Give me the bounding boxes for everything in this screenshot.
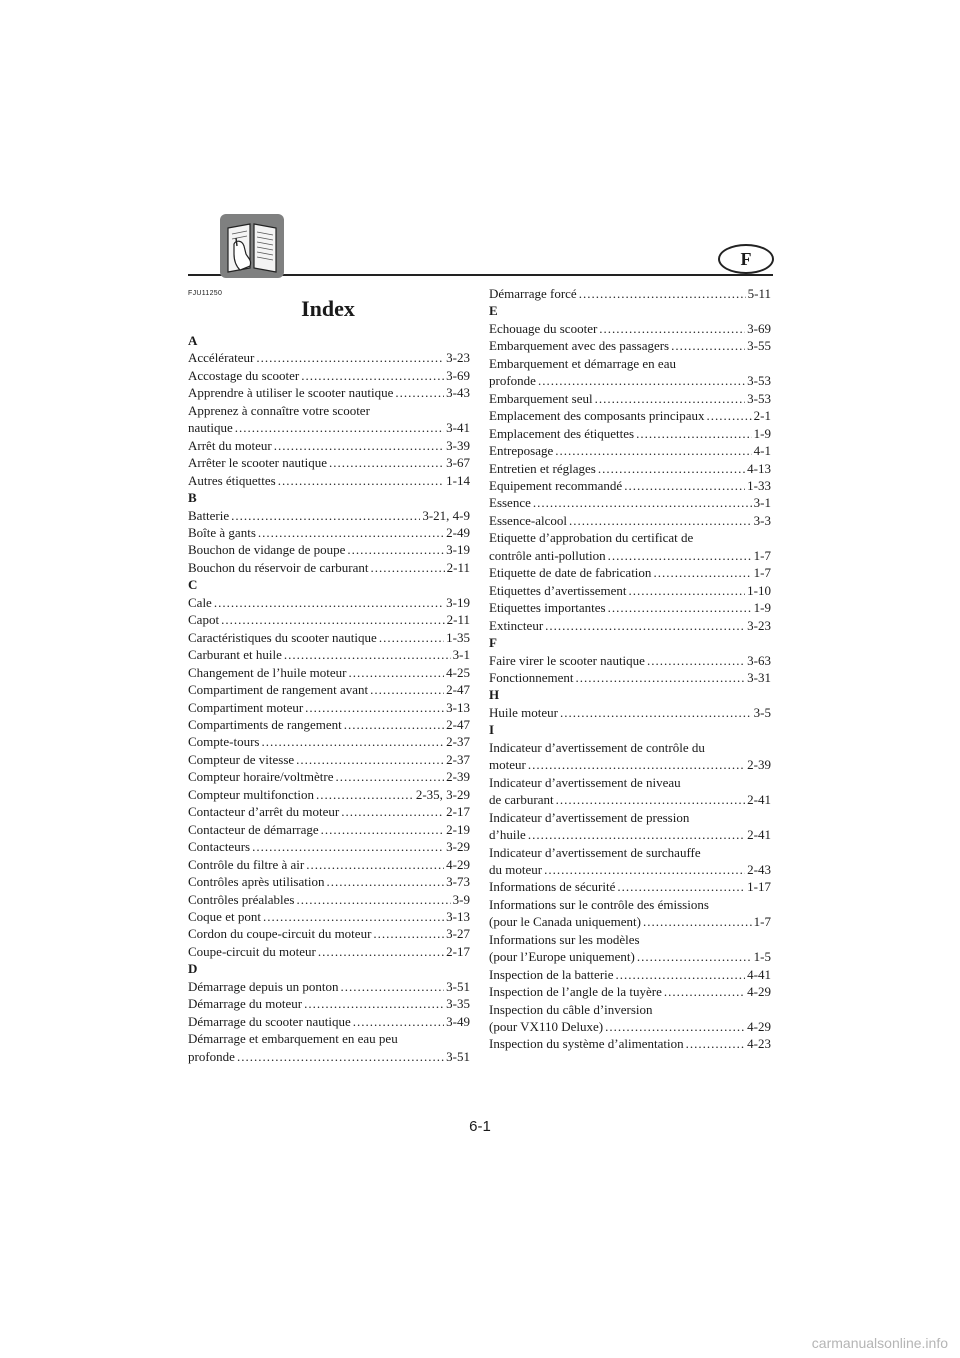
index-entry-title: Démarrage du moteur <box>188 996 303 1012</box>
index-entry <box>489 477 771 494</box>
index-entry-line: Indicateur d’avertissement de surchauffe <box>489 844 701 860</box>
index-entry-title: Accélérateur <box>188 350 255 366</box>
index-entry <box>489 913 771 930</box>
dot-leader <box>629 582 746 599</box>
index-entry <box>489 372 771 389</box>
index-letter-heading: F <box>489 635 497 651</box>
index-entry-title: Contacteurs <box>188 839 251 855</box>
index-entry-title: Apprendre à utiliser le scooter nautique <box>188 385 394 401</box>
index-entry-page: 3-1 <box>452 647 470 663</box>
dot-leader <box>231 507 420 524</box>
index-entry-page: 3-69 <box>446 367 470 383</box>
index-entry <box>489 442 771 459</box>
index-entry-page: 3-51 <box>446 1048 470 1064</box>
watermark: carmanualsonline.info <box>811 1335 948 1351</box>
index-entry-page: 2-47 <box>446 716 470 732</box>
index-letter-heading: D <box>188 961 198 977</box>
index-entry-page: 2-41 <box>747 827 771 843</box>
index-entry <box>188 978 470 995</box>
index-entry-title: Etiquettes importantes <box>489 600 606 616</box>
dot-leader <box>555 442 751 459</box>
dot-leader <box>344 716 444 733</box>
dot-leader <box>395 384 444 401</box>
index-entry <box>188 507 470 524</box>
dot-leader <box>347 541 444 558</box>
index-entry-line: Apprenez à connaître votre scooter <box>188 402 370 418</box>
dot-leader <box>278 472 444 489</box>
dot-leader <box>598 460 745 477</box>
index-entry-title: Compartiment de rangement avant <box>188 682 369 698</box>
index-entry <box>188 873 470 890</box>
dot-leader <box>664 983 745 1000</box>
index-entry-title: Inspection de l’angle de la tuyère <box>489 984 662 1000</box>
index-entry-title: Contrôles après utilisation <box>188 874 325 890</box>
index-entry <box>489 948 771 965</box>
dot-leader <box>263 908 444 925</box>
index-entry-page: 4-29 <box>747 984 771 1000</box>
dot-leader <box>326 873 444 890</box>
index-entry-title: Contrôles préalables <box>188 891 295 907</box>
index-entry-title: (pour le Canada uniquement) <box>489 914 641 930</box>
index-entry <box>188 646 470 663</box>
dot-leader <box>371 559 445 576</box>
index-entry-title: Fonctionnement <box>489 669 574 685</box>
index-entry-line: Indicateur d’avertissement de niveau <box>489 774 681 790</box>
dot-leader <box>636 425 752 442</box>
index-entry <box>489 425 771 442</box>
index-entry <box>188 541 470 558</box>
dot-leader <box>576 669 746 686</box>
index-entry-page: 3-13 <box>446 908 470 924</box>
index-entry <box>188 559 470 576</box>
index-entry-page: 3-67 <box>446 455 470 471</box>
dot-leader <box>214 594 444 611</box>
index-entry-page: 4-25 <box>446 664 470 680</box>
dot-leader <box>595 390 746 407</box>
dot-leader <box>686 1035 746 1052</box>
index-entry-page: 1-33 <box>747 477 771 493</box>
dot-leader <box>335 768 444 785</box>
dot-leader <box>321 821 445 838</box>
index-entry-page: 3-23 <box>446 350 470 366</box>
index-entry <box>188 367 470 384</box>
index-entry-title: Bouchon du réservoir de carburant <box>188 559 369 575</box>
index-entry-page: 3-51 <box>446 978 470 994</box>
index-entry-page: 4-41 <box>747 966 771 982</box>
index-letter-heading: H <box>489 687 500 703</box>
index-entry <box>188 943 470 960</box>
index-entry <box>188 716 470 733</box>
index-entry-page: 2-11 <box>446 559 470 575</box>
dot-leader <box>237 1048 444 1065</box>
index-entry-title: Démarrage du scooter nautique <box>188 1013 351 1029</box>
dot-leader <box>274 437 444 454</box>
index-entry-title: contrôle anti-pollution <box>489 547 606 563</box>
dot-leader <box>306 856 444 873</box>
index-entry-title: Huile moteur <box>489 704 558 720</box>
index-entry <box>188 664 470 681</box>
index-entry <box>188 437 470 454</box>
index-entry <box>489 285 771 302</box>
index-column-right <box>489 285 771 1053</box>
dot-leader <box>373 925 444 942</box>
index-entry-page: 3-55 <box>747 338 771 354</box>
dot-leader <box>653 564 751 581</box>
dot-leader <box>301 367 444 384</box>
index-entry-title: Cordon du coupe-circuit du moteur <box>188 926 372 942</box>
dot-leader <box>341 978 445 995</box>
index-entry <box>489 791 771 808</box>
dot-leader <box>617 878 745 895</box>
index-entry-page: 1-7 <box>753 547 771 563</box>
dot-leader <box>305 699 444 716</box>
index-entry-title: Contacteur d’arrêt du moteur <box>188 804 340 820</box>
index-entry-page: 1-5 <box>753 949 771 965</box>
index-entry-title: (pour l’Europe uniquement) <box>489 949 635 965</box>
index-entry-title: (pour VX110 Deluxe) <box>489 1019 604 1035</box>
dot-leader <box>569 512 752 529</box>
index-entry-page: 3-19 <box>446 542 470 558</box>
dot-leader <box>329 454 444 471</box>
dot-leader <box>370 681 444 698</box>
index-entry-title: Compte-tours <box>188 734 260 750</box>
index-entry-page: 3-53 <box>747 373 771 389</box>
page-number: 6-1 <box>469 1118 491 1135</box>
index-entry-page: 3-35 <box>446 996 470 1012</box>
index-entry-title: Emplacement des composants principaux <box>489 408 705 424</box>
index-entry-title: Entretien et réglages <box>489 460 596 476</box>
dot-leader <box>258 524 444 541</box>
dot-leader <box>256 349 444 366</box>
index-entry-line: Démarrage et embarquement en eau peu <box>188 1031 398 1047</box>
index-entry-page: 2-37 <box>446 734 470 750</box>
dot-leader <box>560 704 752 721</box>
index-entry <box>188 681 470 698</box>
dot-leader <box>221 611 445 628</box>
dot-leader <box>318 943 444 960</box>
manual-book-icon <box>220 214 284 278</box>
index-entry-line: Informations sur le contrôle des émissions <box>489 896 709 912</box>
index-entry-page: 1-9 <box>753 425 771 441</box>
index-entry <box>489 494 771 511</box>
index-entry-page: 1-7 <box>753 565 771 581</box>
index-entry-title: Essence-alcool <box>489 512 567 528</box>
index-entry-page: 2-47 <box>446 682 470 698</box>
index-entry-page: 2-43 <box>747 861 771 877</box>
index-entry-page: 2-1 <box>753 408 771 424</box>
dot-leader <box>643 913 752 930</box>
index-entry-title: Extincteur <box>489 617 544 633</box>
dot-leader <box>579 285 746 302</box>
index-entry <box>489 617 771 634</box>
index-entry <box>489 1035 771 1052</box>
dot-leader <box>353 1013 444 1030</box>
dot-leader <box>284 646 451 663</box>
index-entry <box>489 861 771 878</box>
index-entry <box>188 768 470 785</box>
index-entry-page: 3-3 <box>753 512 771 528</box>
index-entry-title: Echouage du scooter <box>489 320 598 336</box>
index-entry-page: 3-69 <box>747 320 771 336</box>
index-letter-heading: E <box>489 303 498 319</box>
index-entry <box>188 454 470 471</box>
dot-leader <box>348 664 444 681</box>
index-entry-page: 3-31 <box>747 669 771 685</box>
dot-leader <box>605 1018 745 1035</box>
dot-leader <box>528 756 745 773</box>
index-entry-title: Coque et pont <box>188 908 261 924</box>
index-letter-heading: C <box>188 577 198 593</box>
document-code: FJU11250 <box>188 290 223 297</box>
index-entry-page: 3-9 <box>452 891 470 907</box>
index-entry-line: Etiquette d’approbation du certificat de <box>489 530 694 546</box>
index-entry-title: Batterie <box>188 507 230 523</box>
index-entry <box>489 390 771 407</box>
index-entry-page: 1-14 <box>446 472 470 488</box>
index-entry-page: 1-10 <box>747 582 771 598</box>
index-entry-title: Compartiment moteur <box>188 699 304 715</box>
index-entry <box>188 891 470 908</box>
index-entry <box>489 582 771 599</box>
index-letter-heading: A <box>188 333 198 348</box>
index-entry-title: Inspection de la batterie <box>489 966 614 982</box>
index-entry-page: 4-29 <box>446 856 470 872</box>
index-entry-title: Accostage du scooter <box>188 367 300 383</box>
index-entry-page: 1-7 <box>753 914 771 930</box>
index-entry-page: 2-37 <box>446 751 470 767</box>
index-entry-title: d’huile <box>489 827 526 843</box>
index-entry-title: Changement de l’huile moteur <box>188 664 347 680</box>
index-entry <box>188 733 470 750</box>
index-entry-line: Inspection du câble d’inversion <box>489 1001 653 1017</box>
index-entry <box>489 1018 771 1035</box>
index-entry <box>188 472 470 489</box>
index-entry-title: Boîte à gants <box>188 524 256 540</box>
index-entry <box>188 908 470 925</box>
index-entry <box>489 756 771 773</box>
index-entry <box>188 699 470 716</box>
index-entry <box>188 925 470 942</box>
dot-leader <box>262 733 445 750</box>
index-entry-page: 3-5 <box>753 704 771 720</box>
dot-leader <box>616 966 746 983</box>
index-entry <box>489 320 771 337</box>
index-entry-title: Equipement recommandé <box>489 477 623 493</box>
index-entry-page: 4-29 <box>747 1019 771 1035</box>
index-entry-title: Faire virer le scooter nautique <box>489 652 645 668</box>
index-letter-heading: B <box>188 490 197 506</box>
index-entry-page: 3-43 <box>446 385 470 401</box>
dot-leader <box>296 751 444 768</box>
index-entry <box>489 512 771 529</box>
dot-leader <box>544 861 745 878</box>
index-entry <box>489 983 771 1000</box>
index-entry-title: Emplacement des étiquettes <box>489 425 635 441</box>
index-entry <box>188 751 470 768</box>
index-entry-title: Capot <box>188 612 220 628</box>
index-entry-title: Autres étiquettes <box>188 472 276 488</box>
index-entry <box>489 669 771 686</box>
dot-leader <box>316 786 414 803</box>
index-entry-title: nautique <box>188 420 233 436</box>
index-entry-page: 3-19 <box>446 594 470 610</box>
index-entry <box>489 878 771 895</box>
index-entry <box>188 524 470 541</box>
index-entry <box>188 838 470 855</box>
index-entry-title: Informations de sécurité <box>489 879 616 895</box>
index-entry <box>489 599 771 616</box>
dot-leader <box>647 652 745 669</box>
index-entry-title: Caractéristiques du scooter nautique <box>188 629 377 645</box>
index-entry-page: 2-19 <box>446 821 470 837</box>
index-entry-title: moteur <box>489 757 526 773</box>
index-entry <box>489 460 771 477</box>
index-entry-page: 3-73 <box>446 874 470 890</box>
index-entry <box>489 966 771 983</box>
index-entry <box>188 786 470 803</box>
index-entry-title: Compartiments de rangement <box>188 716 342 732</box>
index-entry <box>489 547 771 564</box>
index-entry-title: Contrôle du filtre à air <box>188 856 305 872</box>
index-entry-page: 2-41 <box>747 792 771 808</box>
index-entry <box>188 384 470 401</box>
index-entry <box>188 856 470 873</box>
dot-leader <box>379 629 444 646</box>
dot-leader <box>608 599 752 616</box>
index-entry-title: Compteur de vitesse <box>188 751 295 767</box>
dot-leader <box>235 419 444 436</box>
index-entry-title: Compteur horaire/voltmètre <box>188 769 334 785</box>
index-entry-page: 1-35 <box>446 629 470 645</box>
index-entry-title: Cale <box>188 594 212 610</box>
index-entry <box>188 611 470 628</box>
index-entry <box>489 564 771 581</box>
index-entry-page: 2-35, 3-29 <box>415 786 470 802</box>
dot-leader <box>533 494 752 511</box>
dot-leader <box>556 791 746 808</box>
dot-leader <box>252 838 444 855</box>
index-entry-title: Inspection du système d’alimentation <box>489 1036 684 1052</box>
index-entry-page: 3-39 <box>446 437 470 453</box>
index-entry <box>489 407 771 424</box>
index-entry-title: Arrêter le scooter nautique <box>188 455 327 471</box>
index-entry-page: 2-49 <box>446 524 470 540</box>
index-entry-page: 3-23 <box>747 617 771 633</box>
dot-leader <box>671 337 745 354</box>
dot-leader <box>304 995 444 1012</box>
index-entry-title: du moteur <box>489 861 543 877</box>
index-letter-heading: I <box>489 722 495 738</box>
index-entry-page: 2-39 <box>446 769 470 785</box>
index-entry <box>188 803 470 820</box>
index-entry-line: Indicateur d’avertissement de contrôle du <box>489 739 705 755</box>
index-entry-title: profonde <box>188 1048 235 1064</box>
index-entry-title: de carburant <box>489 792 554 808</box>
index-entry-title: Etiquettes d’avertissement <box>489 582 627 598</box>
index-column-left <box>188 332 470 1065</box>
index-entry-page: 1-9 <box>753 600 771 616</box>
index-entry-page: 4-1 <box>753 443 771 459</box>
index-entry-title: Etiquette de date de fabrication <box>489 565 652 581</box>
index-entry-page: 3-21, 4-9 <box>422 507 470 523</box>
index-entry-title: Carburant et huile <box>188 647 282 663</box>
index-entry <box>188 594 470 611</box>
index-entry <box>188 1048 470 1065</box>
index-entry-page: 3-13 <box>446 699 470 715</box>
index-entry-title: profonde <box>489 373 536 389</box>
dot-leader <box>624 477 745 494</box>
language-badge: F <box>718 244 774 274</box>
index-entry-page: 3-41 <box>446 420 470 436</box>
dot-leader <box>341 803 444 820</box>
index-entry <box>188 349 470 366</box>
dot-leader <box>528 826 745 843</box>
index-entry <box>489 826 771 843</box>
index-entry-line: Embarquement et démarrage en eau <box>489 355 676 371</box>
index-entry-title: Embarquement avec des passagers <box>489 338 670 354</box>
index-entry-title: Démarrage forcé <box>489 286 577 301</box>
index-entry-page: 5-11 <box>747 286 771 301</box>
index-entry-page: 2-39 <box>747 757 771 773</box>
index-entry-title: Embarquement seul <box>489 390 593 406</box>
index-entry-line: Indicateur d’avertissement de pression <box>489 809 690 825</box>
index-entry <box>489 337 771 354</box>
page-title: Index <box>301 296 355 321</box>
index-entry-title: Coupe-circuit du moteur <box>188 943 316 959</box>
index-entry-page: 3-53 <box>747 390 771 406</box>
index-entry <box>489 704 771 721</box>
index-entry-title: Bouchon de vidange de poupe <box>188 542 346 558</box>
index-entry-title: Essence <box>489 495 531 511</box>
index-entry-page: 3-63 <box>747 652 771 668</box>
index-entry-title: Compteur multifonction <box>188 786 315 802</box>
index-entry-page: 2-17 <box>446 804 470 820</box>
dot-leader <box>637 948 752 965</box>
dot-leader <box>599 320 745 337</box>
index-entry <box>188 821 470 838</box>
index-entry-page: 3-29 <box>446 839 470 855</box>
index-entry <box>489 652 771 669</box>
index-entry <box>188 995 470 1012</box>
index-entry-title: Arrêt du moteur <box>188 437 272 453</box>
index-entry <box>188 1013 470 1030</box>
dot-leader <box>545 617 745 634</box>
dot-leader <box>608 547 752 564</box>
index-entry-title: Démarrage depuis un ponton <box>188 978 339 994</box>
dot-leader <box>707 407 752 424</box>
dot-leader <box>297 891 451 908</box>
index-entry-page: 4-23 <box>747 1036 771 1052</box>
index-entry-page: 2-17 <box>446 943 470 959</box>
index-entry-page: 4-13 <box>747 460 771 476</box>
index-entry-page: 1-17 <box>747 879 771 895</box>
index-entry <box>188 419 470 436</box>
index-entry-title: Contacteur de démarrage <box>188 821 319 837</box>
index-entry-page: 3-1 <box>753 495 771 511</box>
index-entry <box>188 629 470 646</box>
index-entry-page: 3-27 <box>446 926 470 942</box>
index-entry-page: 2-11 <box>446 612 470 628</box>
index-entry-title: Entreposage <box>489 443 554 459</box>
index-entry-page: 3-49 <box>446 1013 470 1029</box>
index-entry-line: Informations sur les modèles <box>489 931 640 947</box>
dot-leader <box>538 372 745 389</box>
